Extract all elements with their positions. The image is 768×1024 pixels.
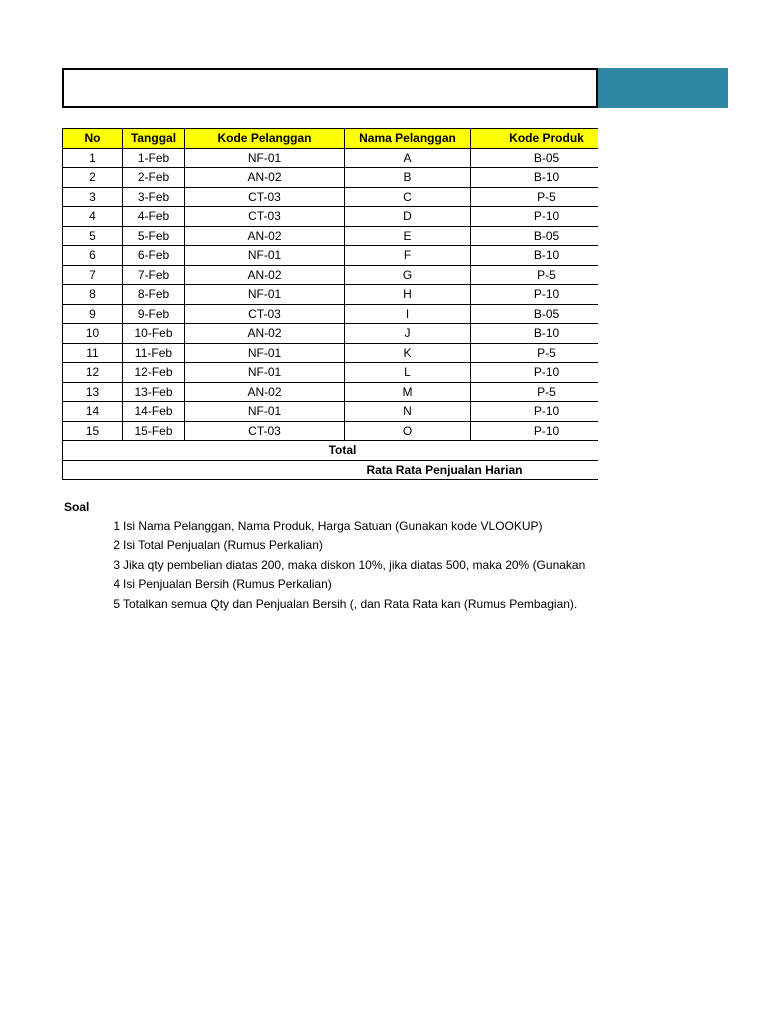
cell-nama-pelanggan[interactable]: G — [345, 265, 471, 285]
cell-kode-produk[interactable]: P-10 — [471, 402, 599, 422]
soal-item-number: 1 — [113, 519, 120, 533]
soal-item — [64, 575, 598, 594]
soal-item-text: Totalkan semua Qty dan Penjualan Bersih (, dan Rata Rata kan (Rumus Pembagian). — [123, 596, 578, 611]
cell-kode-produk[interactable]: B-10 — [471, 246, 599, 266]
table-row — [63, 343, 599, 363]
total-row — [63, 441, 599, 461]
soal-item — [64, 517, 598, 536]
cell-kode-pelanggan[interactable]: CT-03 — [185, 421, 345, 441]
cell-kode-pelanggan[interactable]: AN-02 — [185, 265, 345, 285]
title-banner-fill — [598, 68, 728, 108]
cell-nama-pelanggan[interactable]: C — [345, 187, 471, 207]
cell-no[interactable]: 14 — [63, 402, 123, 422]
cell-no[interactable]: 2 — [63, 168, 123, 188]
cell-kode-produk[interactable]: P-10 — [471, 285, 599, 305]
cell-kode-produk[interactable]: B-05 — [471, 226, 599, 246]
average-label-inner: Rata Rata Penjualan Harian — [366, 462, 523, 477]
soal-item — [64, 595, 598, 614]
cell-kode-pelanggan[interactable]: AN-02 — [185, 168, 345, 188]
table-row — [63, 246, 599, 266]
soal-item-text: Isi Nama Pelanggan, Nama Produk, Harga Satuan (Gunakan kode VLOOKUP) — [123, 519, 543, 533]
table-row — [63, 285, 599, 305]
table-header-row — [63, 129, 599, 149]
cell-tanggal[interactable]: 14-Feb — [123, 402, 185, 422]
cell-nama-pelanggan[interactable]: M — [345, 382, 471, 402]
table-row — [63, 207, 599, 227]
cell-no[interactable]: 3 — [63, 187, 123, 207]
cell-tanggal[interactable]: 10-Feb — [123, 324, 185, 344]
soal-list — [64, 517, 598, 614]
cell-kode-pelanggan[interactable]: NF-01 — [185, 246, 345, 266]
cell-kode-produk[interactable]: P-10 — [471, 363, 599, 383]
cell-tanggal[interactable]: 4-Feb — [123, 207, 185, 227]
cell-kode-pelanggan[interactable]: NF-01 — [185, 343, 345, 363]
cell-kode-produk[interactable]: B-10 — [471, 324, 599, 344]
soal-item-text: Jika qty pembelian diatas 200, maka diskon 10%, jika diatas 500, maka 20% (Gunakan — [123, 557, 586, 572]
cell-tanggal[interactable]: 9-Feb — [123, 304, 185, 324]
cell-kode-pelanggan[interactable]: NF-01 — [185, 363, 345, 383]
cell-kode-produk[interactable]: P-10 — [471, 207, 599, 227]
cell-kode-produk[interactable]: B-10 — [471, 168, 599, 188]
total-label[interactable] — [63, 441, 599, 461]
cell-nama-pelanggan[interactable]: K — [345, 343, 471, 363]
soal-item-number: 2 — [113, 538, 120, 553]
cell-no[interactable]: 6 — [63, 246, 123, 266]
cell-tanggal[interactable]: 6-Feb — [123, 246, 185, 266]
cell-no[interactable]: 8 — [63, 285, 123, 305]
average-label-text — [127, 461, 559, 479]
table-row — [63, 363, 599, 383]
column-header-kode-produk[interactable]: Kode Produk — [471, 129, 599, 149]
cell-kode-pelanggan[interactable]: CT-03 — [185, 304, 345, 324]
sales-table-container — [62, 128, 598, 480]
cell-kode-pelanggan[interactable]: AN-02 — [185, 226, 345, 246]
cell-no[interactable]: 12 — [63, 363, 123, 383]
cell-tanggal[interactable]: 8-Feb — [123, 285, 185, 305]
cell-kode-pelanggan[interactable]: NF-01 — [185, 148, 345, 168]
cell-no[interactable]: 4 — [63, 207, 123, 227]
cell-no[interactable]: 11 — [63, 343, 123, 363]
cell-nama-pelanggan[interactable]: J — [345, 324, 471, 344]
table-row — [63, 148, 599, 168]
cell-kode-produk[interactable]: P-5 — [471, 265, 599, 285]
cell-tanggal[interactable]: 5-Feb — [123, 226, 185, 246]
cell-kode-produk[interactable]: P-5 — [471, 187, 599, 207]
cell-kode-produk[interactable]: P-5 — [471, 382, 599, 402]
cell-tanggal[interactable]: 13-Feb — [123, 382, 185, 402]
cell-no[interactable]: 9 — [63, 304, 123, 324]
cell-kode-pelanggan[interactable]: CT-03 — [185, 207, 345, 227]
total-label-text: Total — [328, 443, 357, 458]
soal-heading: Soal — [64, 500, 90, 514]
cell-tanggal[interactable]: 1-Feb — [123, 148, 185, 168]
soal-item — [64, 536, 598, 555]
table-row — [63, 168, 599, 188]
soal-item-text: Isi Penjualan Bersih (Rumus Perkalian) — [123, 577, 332, 592]
table-row — [63, 304, 599, 324]
average-label[interactable] — [63, 460, 599, 480]
table-row — [63, 382, 599, 402]
cell-tanggal[interactable]: 2-Feb — [123, 168, 185, 188]
cell-kode-produk[interactable]: B-05 — [471, 304, 599, 324]
table-row — [63, 265, 599, 285]
cell-tanggal[interactable]: 12-Feb — [123, 363, 185, 383]
soal-item-text: Isi Total Penjualan (Rumus Perkalian) — [123, 538, 323, 553]
cell-no[interactable]: 10 — [63, 324, 123, 344]
cell-no[interactable]: 13 — [63, 382, 123, 402]
cell-no[interactable]: 1 — [63, 148, 123, 168]
average-row — [63, 460, 599, 480]
table-row — [63, 226, 599, 246]
column-header-kode-pelanggan[interactable]: Kode Pelanggan — [185, 129, 345, 149]
soal-item-number: 4 — [113, 577, 120, 592]
cell-nama-pelanggan[interactable]: B — [345, 168, 471, 188]
cell-nama-pelanggan[interactable]: E — [345, 226, 471, 246]
cell-no[interactable]: 5 — [63, 226, 123, 246]
table-row — [63, 187, 599, 207]
cell-nama-pelanggan[interactable]: O — [345, 421, 471, 441]
cell-nama-pelanggan[interactable]: D — [345, 207, 471, 227]
sales-table — [62, 128, 598, 480]
soal-item-number: 3 — [113, 557, 120, 572]
page-title: Daftar P — [540, 73, 594, 89]
soal-item — [64, 556, 598, 575]
cell-kode-produk[interactable]: B-05 — [471, 148, 599, 168]
cell-kode-produk[interactable]: P-5 — [471, 343, 599, 363]
cell-kode-pelanggan[interactable]: NF-01 — [185, 402, 345, 422]
title-banner — [62, 68, 598, 108]
cell-nama-pelanggan[interactable]: I — [345, 304, 471, 324]
cell-kode-pelanggan[interactable]: NF-01 — [185, 285, 345, 305]
cell-tanggal[interactable]: 3-Feb — [123, 187, 185, 207]
cell-no[interactable]: 15 — [63, 421, 123, 441]
cell-nama-pelanggan[interactable]: N — [345, 402, 471, 422]
cell-kode-produk[interactable]: P-10 — [471, 421, 599, 441]
cell-kode-pelanggan[interactable]: AN-02 — [185, 382, 345, 402]
column-header-tanggal[interactable]: Tanggal — [123, 129, 185, 149]
soal-item-number: 5 — [113, 596, 120, 611]
cell-tanggal[interactable]: 11-Feb — [123, 343, 185, 363]
cell-tanggal[interactable]: 15-Feb — [123, 421, 185, 441]
cell-kode-pelanggan[interactable]: CT-03 — [185, 187, 345, 207]
cell-nama-pelanggan[interactable]: H — [345, 285, 471, 305]
cell-tanggal[interactable]: 7-Feb — [123, 265, 185, 285]
cell-nama-pelanggan[interactable]: L — [345, 363, 471, 383]
table-row — [63, 402, 599, 422]
cell-nama-pelanggan[interactable]: A — [345, 148, 471, 168]
table-row — [63, 324, 599, 344]
cell-kode-pelanggan[interactable]: AN-02 — [185, 324, 345, 344]
table-body — [63, 148, 599, 441]
table-row — [63, 421, 599, 441]
cell-no[interactable]: 7 — [63, 265, 123, 285]
cell-nama-pelanggan[interactable]: F — [345, 246, 471, 266]
column-header-no[interactable]: No — [63, 129, 123, 149]
column-header-nama-pelanggan[interactable]: Nama Pelanggan — [345, 129, 471, 149]
